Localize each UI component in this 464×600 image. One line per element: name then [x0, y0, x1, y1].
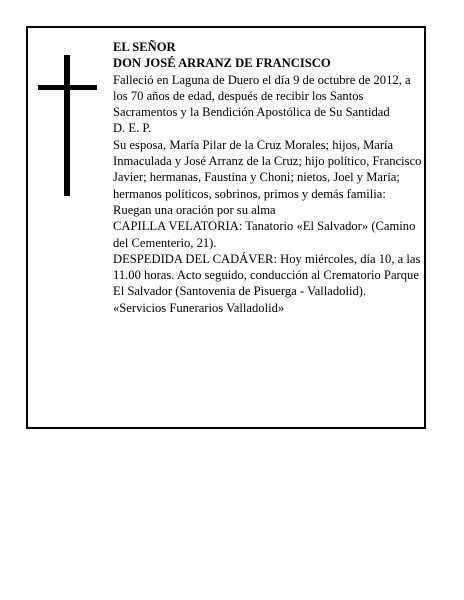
deceased-name: DON JOSÉ ARRANZ DE FRANCISCO	[113, 56, 331, 71]
family-paragraph: Su esposa, María Pilar de la Cruz Morales; hijos, María Inmaculada y José Arranz de la Cruz; hijo político, Francisco Javier; hermanas, Faustina y Choni; nietos, Joel y María; hermanos políticos, sobrinos, primos y demás familia:	[113, 137, 422, 201]
obituary-text	[113, 39, 423, 316]
death-paragraph: Falleció en Laguna de Duero el día 9 de octubre de 2012, a los 70 años de edad, después de recibir los Santos Sacramentos y la Bendición Apostólica de Su Santidad	[113, 72, 411, 120]
header-title: EL SEÑOR	[113, 40, 176, 54]
funeral-service: «Servicios Funerarios Valladolid»	[113, 300, 285, 315]
prayer-request: Ruegan una oración por su alma	[113, 202, 276, 217]
chapel-paragraph: CAPILLA VELATORIA: Tanatorio «El Salvador» (Camino del Cementerio, 21).	[113, 219, 416, 250]
farewell-paragraph: DESPEDIDA DEL CADÁVER: Hoy miércoles, día 10, a las 11.00 horas. Acto seguido, conducción al Crematorio Parque El Salvador (Santovenia de Pisuerga - Valladolid).	[113, 251, 421, 299]
cross-vertical-bar	[64, 55, 70, 196]
cross-horizontal-bar	[38, 85, 97, 90]
dep-line: D. E. P.	[113, 121, 152, 136]
